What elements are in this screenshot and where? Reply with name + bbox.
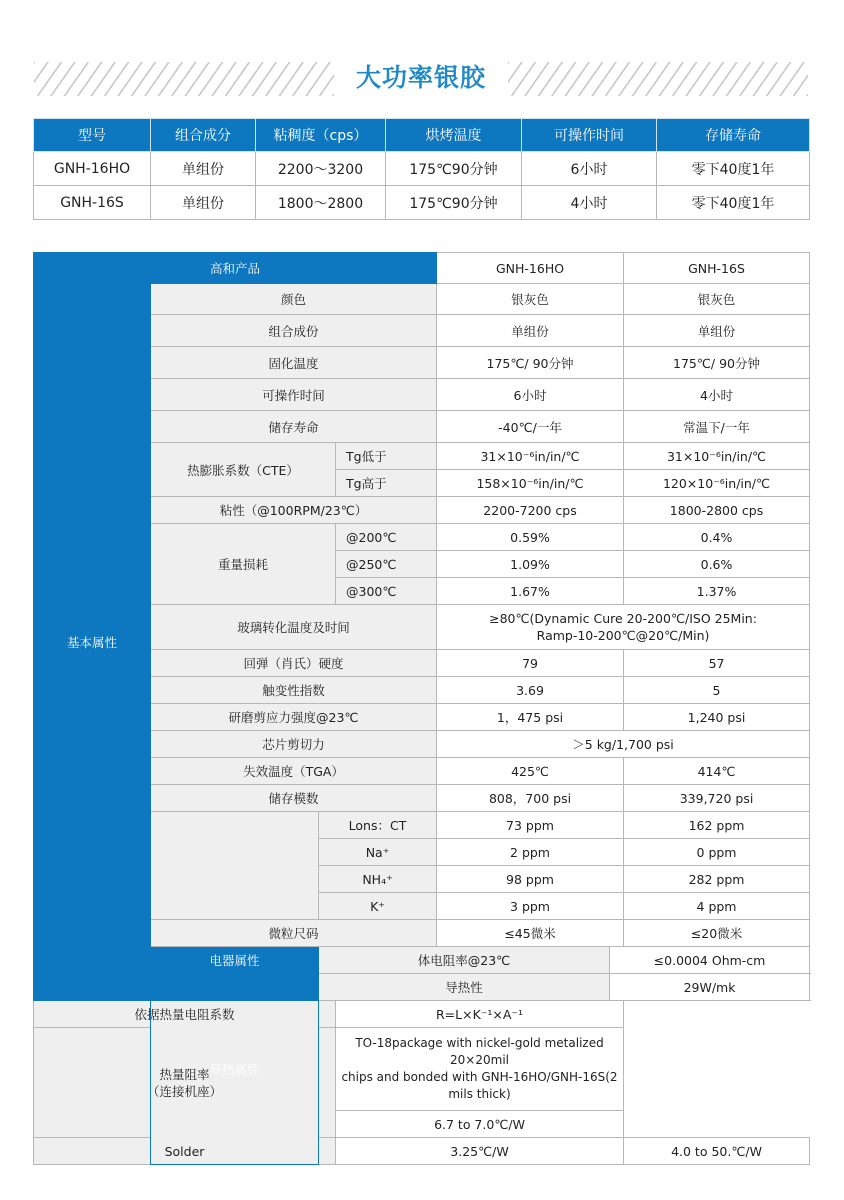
value-cell: 0.6% — [624, 551, 810, 578]
prop-label: 回弹（肖氏）硬度 — [151, 650, 437, 677]
cell: 2200～3200 — [256, 152, 386, 186]
sub-label: Tg高于 — [336, 470, 437, 497]
tg-line-1: ≥80℃(Dynamic Cure 20-200℃/ISO 25Min: — [489, 611, 757, 626]
value-cell: 282 ppm — [624, 866, 810, 893]
prop-label: 可操作时间 — [151, 379, 437, 411]
value-cell: 1，475 psi — [437, 704, 624, 731]
prop-label: 固化温度 — [151, 347, 437, 379]
value-cell: 414℃ — [624, 758, 810, 785]
category-basic: 基本属性 — [34, 284, 151, 1001]
value-cell: 2 ppm — [437, 839, 624, 866]
spec-header-label: 高和产品 — [34, 253, 437, 284]
ions-blank — [151, 812, 319, 920]
sub-label: @250℃ — [336, 551, 437, 578]
thermal-res-label-2: （连接机座） — [146, 1083, 222, 1099]
header-storage-life: 存储寿命 — [657, 119, 810, 152]
prop-label: 微粒尺码 — [151, 920, 437, 947]
table-row — [34, 347, 810, 379]
sub-label: NH₄⁺ — [319, 866, 437, 893]
prop-label: 体电阻率@23℃ — [319, 947, 610, 974]
spec-header-gnh16ho: GNH-16HO — [437, 253, 624, 284]
value-cell: 4小时 — [624, 379, 810, 411]
value-cell: 银灰色 — [437, 284, 624, 315]
thermal-res-desc-1: TO-18package with nickel-gold metalized 20×20mil — [355, 1036, 604, 1067]
value-cell: 银灰色 — [624, 284, 810, 315]
table-row — [34, 785, 810, 812]
thermal-res-desc-2: chips and bonded with GNH-16HO/GNH-16S(2 mils thick) — [341, 1070, 618, 1101]
thermal-res-label-1: 热量阻率 — [159, 1066, 210, 1082]
cell: 6小时 — [522, 152, 657, 186]
prop-label: 导热性 — [319, 974, 610, 1001]
table-row — [34, 186, 810, 220]
prop-label: 芯片剪切力 — [151, 731, 437, 758]
header-composition: 组合成分 — [151, 119, 256, 152]
value-cell: 0.59% — [437, 524, 624, 551]
value-cell: -40℃/一年 — [437, 411, 624, 443]
value-cell: ≤20微米 — [624, 920, 810, 947]
table-row — [34, 605, 810, 650]
value-cell: 6小时 — [437, 379, 624, 411]
sub-label: Tg低于 — [336, 443, 437, 470]
spec-table — [33, 252, 810, 1165]
value-cell: 339,720 psi — [624, 785, 810, 812]
cell: 1800～2800 — [256, 186, 386, 220]
table-row — [34, 524, 810, 551]
table-row — [34, 920, 810, 947]
table-row — [34, 974, 810, 1001]
cell: GNH-16HO — [34, 152, 151, 186]
prop-label: 触变性指数 — [151, 677, 437, 704]
value-cell: 158×10⁻⁶in/in/℃ — [437, 470, 624, 497]
sub-label: Lons：CT — [319, 812, 437, 839]
value-cell: 425℃ — [437, 758, 624, 785]
value-cell: 73 ppm — [437, 812, 624, 839]
value-cell: 120×10⁻⁶in/in/℃ — [624, 470, 810, 497]
table-row — [34, 379, 810, 411]
summary-table — [33, 118, 810, 220]
value-cell: 3 ppm — [437, 893, 624, 920]
value-cell: R=L×K⁻¹×A⁻¹ — [336, 1001, 624, 1028]
prop-label: 粘性（@100RPM/23℃） — [151, 497, 437, 524]
decorative-hatch-right — [508, 62, 808, 96]
prop-label — [34, 1028, 336, 1138]
value-cell: 6.7 to 7.0℃/W — [336, 1111, 624, 1138]
value-cell: 0 ppm — [624, 839, 810, 866]
value-cell: 单组份 — [624, 315, 810, 347]
prop-label: 重量损耗 — [151, 524, 336, 605]
table-row — [34, 758, 810, 785]
value-cell: 1.67% — [437, 578, 624, 605]
decorative-hatch-left — [34, 62, 334, 96]
value-cell: 175℃/ 90分钟 — [624, 347, 810, 379]
value-cell: 单组份 — [437, 315, 624, 347]
prop-label: 组合成份 — [151, 315, 437, 347]
prop-label: Solder — [34, 1138, 336, 1165]
value-cell: ≤45微米 — [437, 920, 624, 947]
value-cell: 808，700 psi — [437, 785, 624, 812]
prop-label: 储存模数 — [151, 785, 437, 812]
summary-header-row — [34, 119, 810, 152]
value-cell: 31×10⁻⁶in/in/℃ — [437, 443, 624, 470]
sub-label: Na⁺ — [319, 839, 437, 866]
page-title: 大功率银胶 — [355, 63, 486, 92]
value-cell: 常温下/一年 — [624, 411, 810, 443]
category-electrical: 电器属性 — [151, 947, 319, 974]
cell: 零下40度1年 — [657, 186, 810, 220]
prop-label: 颜色 — [151, 284, 437, 315]
header-viscosity: 粘稠度（cps） — [256, 119, 386, 152]
prop-label: 热膨胀系数（CTE） — [151, 443, 336, 497]
tg-line-2: Ramp-10-200℃@20℃/Min) — [536, 628, 710, 643]
prop-label: 玻璃转化温度及时间 — [151, 605, 437, 650]
prop-label: 失效温度（TGA） — [151, 758, 437, 785]
table-row — [34, 677, 810, 704]
table-row — [34, 1028, 810, 1111]
table-row — [34, 443, 810, 470]
cell: 零下40度1年 — [657, 152, 810, 186]
table-row — [34, 704, 810, 731]
value-cell: 162 ppm — [624, 812, 810, 839]
value-cell: 1,240 psi — [624, 704, 810, 731]
value-cell: 3.69 — [437, 677, 624, 704]
prop-label: 依据热量电阻系数 — [34, 1001, 336, 1028]
header-work-time: 可操作时间 — [522, 119, 657, 152]
sub-label: @200℃ — [336, 524, 437, 551]
tg-value — [437, 605, 810, 650]
cell: 单组份 — [151, 152, 256, 186]
category-thermal: 导热属性 — [151, 974, 319, 1165]
value-cell: ＞5 kg/1,700 psi — [437, 731, 810, 758]
table-row — [34, 812, 810, 839]
cell: 单组份 — [151, 186, 256, 220]
cell: 175℃90分钟 — [386, 152, 522, 186]
value-cell: 31×10⁻⁶in/in/℃ — [624, 443, 810, 470]
sub-label: K⁺ — [319, 893, 437, 920]
value-cell: 1.09% — [437, 551, 624, 578]
value-cell: 29W/mk — [610, 974, 810, 1001]
table-row — [34, 315, 810, 347]
value-cell: 4.0 to 50.℃/W — [624, 1138, 810, 1165]
table-row — [34, 947, 810, 974]
value-cell: 0.4% — [624, 524, 810, 551]
sub-label: @300℃ — [336, 578, 437, 605]
table-row — [34, 497, 810, 524]
value-cell: 79 — [437, 650, 624, 677]
value-cell: 1.37% — [624, 578, 810, 605]
table-row — [34, 650, 810, 677]
value-cell: 175℃/ 90分钟 — [437, 347, 624, 379]
table-row — [34, 411, 810, 443]
value-cell: 57 — [624, 650, 810, 677]
cell: 4小时 — [522, 186, 657, 220]
prop-label: 储存寿命 — [151, 411, 437, 443]
table-row — [34, 1001, 810, 1028]
table-row — [34, 152, 810, 186]
header-bake-temp: 烘烤温度 — [386, 119, 522, 152]
value-cell: 4 ppm — [624, 893, 810, 920]
header-model: 型号 — [34, 119, 151, 152]
value-cell: ≤0.0004 Ohm-cm — [610, 947, 810, 974]
value-cell: 2200-7200 cps — [437, 497, 624, 524]
spec-header-gnh16s: GNH-16S — [624, 253, 810, 284]
thermal-res-desc — [336, 1028, 624, 1111]
value-cell: 5 — [624, 677, 810, 704]
prop-label: 研磨剪应力强度@23℃ — [151, 704, 437, 731]
cell: 175℃90分钟 — [386, 186, 522, 220]
value-cell: 1800-2800 cps — [624, 497, 810, 524]
spec-header-row — [34, 253, 810, 284]
cell: GNH-16S — [34, 186, 151, 220]
table-row — [34, 731, 810, 758]
table-row — [34, 1138, 810, 1165]
value-cell: 98 ppm — [437, 866, 624, 893]
table-row — [34, 284, 810, 315]
value-cell: 3.25℃/W — [336, 1138, 624, 1165]
